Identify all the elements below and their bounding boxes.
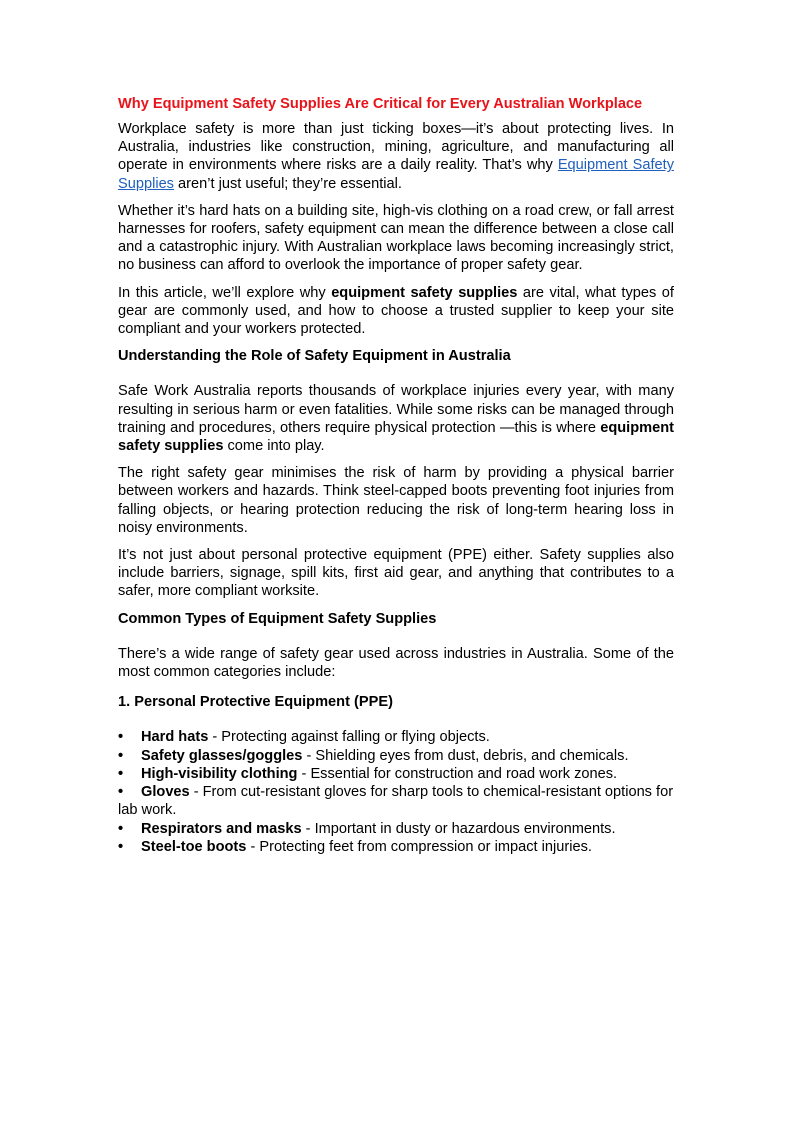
ppe-bullet-list <box>118 728 674 855</box>
list-item <box>118 728 674 746</box>
list-item-text: - Important in dusty or hazardous environments. <box>301 820 616 837</box>
section1-paragraph-1 <box>118 382 674 455</box>
list-item-bold: Gloves <box>141 784 190 801</box>
equipment-safety-supplies-link[interactable]: Equipment Safety Supplies <box>118 157 675 192</box>
intro-p3-text: In this article, we’ll explore why <box>118 284 332 301</box>
list-item-bold: Respirators and masks <box>141 820 302 837</box>
list-item-bold: Hard hats <box>141 729 209 746</box>
list-item <box>118 765 674 783</box>
list-item-text: - Protecting feet from compression or impact injuries. <box>246 838 592 855</box>
bullet-icon: • <box>118 784 124 801</box>
list-item <box>118 820 674 838</box>
intro-p1-text-end: aren’t just useful; they’re essential. <box>173 175 402 192</box>
list-item <box>118 783 674 819</box>
intro-p1-text: Workplace safety is more than just ticking boxes—it’s about protecting lives. In Australia, industries like construction, mining, agriculture, and manufacturing all operate in environments where risks are a daily reality. That’s why <box>118 121 674 174</box>
list-item-text: - Protecting against falling or flying objects. <box>208 729 490 746</box>
intro-p3-text-end: are vital, what types of gear are commonly used, and how to choose a trusted supplier to keep your site compliant and your workers protected. <box>118 284 674 338</box>
bullet-icon: • <box>118 820 124 837</box>
intro-p3-bold: equipment safety supplies <box>331 284 518 301</box>
section1-paragraph-3: It’s not just about personal protective equipment (PPE) either. Safety supplies also include barriers, signage, spill kits, first aid gear, and anything that contributes to a safer, more compliant worksite. <box>118 547 674 600</box>
document-page <box>118 95 674 856</box>
section1-p1-text: Safe Work Australia reports thousands of workplace injuries every year, with many resulting in serious harm or even fatalities. While some risks can be managed through training and procedures, others require physical protection —this is where <box>118 383 674 436</box>
intro-paragraph-3 <box>118 284 674 339</box>
list-item-bold: High-visibility clothing <box>141 765 298 782</box>
section1-p1-bold: equipment safety supplies <box>118 419 674 455</box>
list-item-text: - Shielding eyes from dust, debris, and chemicals. <box>302 747 629 764</box>
intro-paragraph-2: Whether it’s hard hats on a building site, high-vis clothing on a road crew, or fall arrest harnesses for roofers, safety equipment can mean the difference between a close call and a catastrophic injury. With Australian workplace laws becoming increasingly strict, no business can afford to overlook the importance of proper safety gear. <box>118 202 674 274</box>
section-heading-role: Understanding the Role of Safety Equipment in Australia <box>118 348 511 365</box>
bullet-icon: • <box>118 765 124 782</box>
list-item <box>118 747 674 765</box>
section2-paragraph-1: There’s a wide range of safety gear used across industries in Australia. Some of the most common categories include: <box>118 645 674 681</box>
list-item-text: - Essential for construction and road work zones. <box>297 765 618 782</box>
subheading-ppe: 1. Personal Protective Equipment (PPE) <box>118 694 393 711</box>
list-item <box>118 838 674 856</box>
bullet-icon: • <box>118 747 124 764</box>
list-item-bold: Steel-toe boots <box>141 838 247 855</box>
list-item-bold: Safety glasses/goggles <box>141 747 303 764</box>
bullet-icon: • <box>118 838 124 855</box>
section1-paragraph-2: The right safety gear minimises the risk of harm by providing a physical barrier between workers and hazards. Think steel-capped boots preventing foot injuries from falling objects, or hearing protection reducing the risk of long-term hearing loss in noisy environments. <box>118 465 674 536</box>
document-title: Why Equipment Safety Supplies Are Critical for Every Australian Workplace <box>118 96 643 112</box>
section-heading-common-types: Common Types of Equipment Safety Supplies <box>118 610 437 627</box>
bullet-icon: • <box>118 729 124 746</box>
list-item-text: - From cut-resistant gloves for sharp tools to chemical-resistant options for lab work. <box>118 784 674 819</box>
intro-paragraph-1 <box>118 120 674 193</box>
section1-p1-text-end: come into play. <box>223 438 325 455</box>
